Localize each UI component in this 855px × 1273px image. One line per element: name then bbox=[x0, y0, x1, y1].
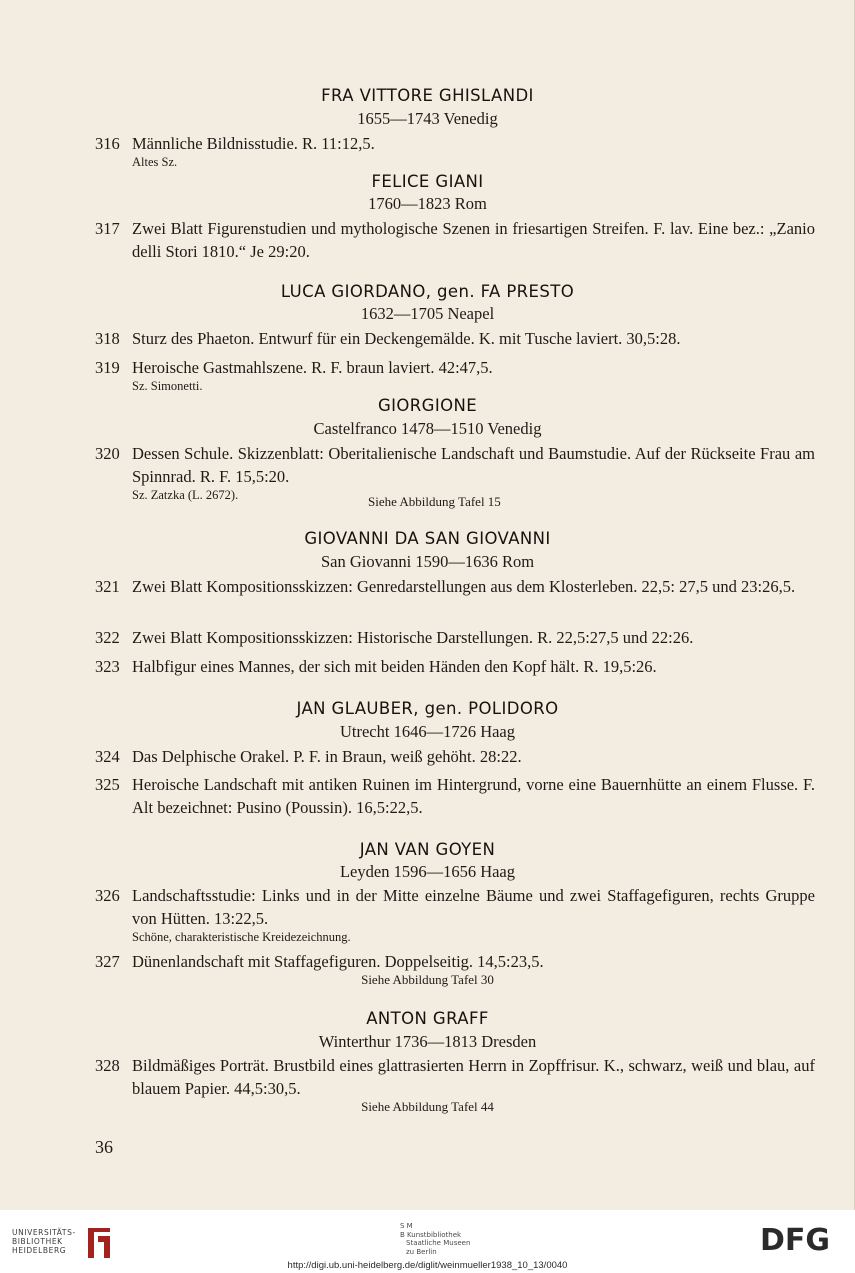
university-name-line: HEIDELBERG bbox=[12, 1246, 67, 1255]
artist-dates: Winterthur 1736—1813 Dresden bbox=[318, 1032, 537, 1051]
university-name-line: BIBLIOTHEK bbox=[12, 1237, 63, 1246]
museum-credit bbox=[400, 1222, 470, 1256]
lot-number: 327 bbox=[95, 952, 120, 971]
dfg-logo-text: DFG bbox=[760, 1224, 831, 1254]
page-number: 36 bbox=[95, 1137, 113, 1157]
museum-credit-line: B Kunstbibliothek bbox=[400, 1230, 462, 1239]
plate-reference: Siehe Abbildung Tafel 30 bbox=[361, 972, 494, 987]
lot-description: Bildmäßiges Porträt. Brustbild eines glattrasierten Herrn in Zopffrisur. K., schwarz, weiß und blau, auf blauem Papier. 44,5:30,5. bbox=[132, 1056, 815, 1098]
provenance-note: Altes Sz. bbox=[132, 155, 178, 169]
provenance-note: Schöne, charakteristische Kreidezeichnung. bbox=[132, 930, 351, 944]
catalogue-entry bbox=[95, 217, 815, 263]
lot-number: 324 bbox=[95, 747, 120, 766]
lot-description: Das Delphische Orakel. P. F. in Braun, weiß gehöht. 28:22. bbox=[132, 747, 522, 766]
plate-reference: Siehe Abbildung Tafel 15 bbox=[368, 494, 501, 509]
lot-description: Dessen Schule. Skizzenblatt: Oberitalienische Landschaft und Baumstudie. Auf der Rückseite Frau am Spinnrad. R. F. 15,5:20. bbox=[132, 444, 815, 486]
artist-heading: FRA VITTORE GHISLANDI bbox=[321, 86, 534, 105]
catalogue-entry bbox=[95, 1054, 815, 1100]
lot-description: Dünenlandschaft mit Staffagefiguren. Doppelseitig. 14,5:23,5. bbox=[132, 952, 544, 971]
catalogue-entry bbox=[95, 773, 815, 819]
museum-credit-line: S M bbox=[400, 1222, 413, 1230]
artist-dates: Utrecht 1646—1726 Haag bbox=[339, 722, 516, 741]
artist-heading: ANTON GRAFF bbox=[366, 1009, 489, 1028]
artist-heading: FELICE GIANI bbox=[371, 172, 484, 191]
catalogue-entry bbox=[95, 442, 815, 488]
museum-credit-line: zu Berlin bbox=[406, 1247, 437, 1256]
lot-description: Heroische Landschaft mit antiken Ruinen im Hintergrund, vorne eine Bauernhütte an einem Flusse. F. Alt bezeichnet: Pusino (Poussin). 16,5:22,5. bbox=[132, 775, 815, 817]
catalogue-entry bbox=[95, 356, 815, 379]
viewer-footer bbox=[0, 1210, 855, 1273]
provenance-note: Sz. Zatzka (L. 2672). bbox=[132, 488, 239, 502]
lot-description: Landschaftsstudie: Links und in der Mitte einzelne Bäume und zwei Staffagefiguren, rechts Gruppe von Hütten. 13:22,5. bbox=[132, 886, 815, 928]
lot-number: 328 bbox=[95, 1056, 120, 1075]
lot-description: Heroische Gastmahlszene. R. F. braun laviert. 42:47,5. bbox=[132, 358, 493, 377]
artist-dates: 1655—1743 Venedig bbox=[357, 109, 498, 128]
artist-heading: LUCA GIORDANO, gen. FA PRESTO bbox=[280, 282, 575, 301]
catalogue-entry bbox=[95, 884, 815, 930]
university-library-logo[interactable] bbox=[12, 1224, 132, 1264]
lot-number: 319 bbox=[95, 358, 120, 377]
artist-heading: GIOVANNI DA SAN GIOVANNI bbox=[304, 529, 551, 548]
lot-description: Halbfigur eines Mannes, der sich mit beiden Händen den Kopf hält. R. 19,5:26. bbox=[132, 657, 657, 676]
catalogue-entry bbox=[95, 950, 815, 973]
lot-description: Sturz des Phaeton. Entwurf für ein Deckengemälde. K. mit Tusche laviert. 30,5:28. bbox=[132, 329, 681, 348]
artist-dates: 1632—1705 Neapel bbox=[360, 304, 495, 323]
catalogue-entry bbox=[95, 655, 815, 678]
artist-dates: San Giovanni 1590—1636 Rom bbox=[320, 552, 535, 571]
lot-number: 317 bbox=[95, 219, 120, 238]
lot-number: 321 bbox=[95, 577, 120, 596]
lot-description: Zwei Blatt Kompositionsskizzen: Historische Darstellungen. R. 22,5:27,5 und 22:26. bbox=[132, 628, 694, 647]
university-emblem-icon bbox=[84, 1224, 114, 1262]
lot-number: 318 bbox=[95, 329, 120, 348]
lot-description: Männliche Bildnisstudie. R. 11:12,5. bbox=[132, 134, 375, 153]
lot-description: Zwei Blatt Kompositionsskizzen: Genredarstellungen aus dem Klosterleben. 22,5: 27,5 und 23:26,5. bbox=[132, 577, 796, 596]
catalogue-entry bbox=[95, 327, 815, 350]
lot-number: 322 bbox=[95, 628, 120, 647]
catalogue-entry bbox=[95, 575, 815, 598]
artist-heading: JAN GLAUBER, gen. POLIDORO bbox=[296, 699, 559, 718]
lot-description: Zwei Blatt Figurenstudien und mythologische Szenen in friesartigen Streifen. F. lav. Eine bez.: „Zanio delli Stori 1810.“ Je 29:20. bbox=[132, 219, 815, 261]
artist-dates: Leyden 1596—1656 Haag bbox=[339, 862, 516, 881]
lot-number: 326 bbox=[95, 886, 120, 905]
lot-number: 316 bbox=[95, 134, 120, 153]
lot-number: 320 bbox=[95, 444, 120, 463]
university-name-line: UNIVERSITÄTS- bbox=[12, 1228, 76, 1237]
museum-credit-line: Staatliche Museen bbox=[406, 1239, 471, 1247]
provenance-note: Sz. Simonetti. bbox=[132, 379, 203, 393]
catalogue-entry bbox=[95, 745, 815, 768]
dfg-logo[interactable] bbox=[760, 1224, 844, 1254]
lot-number: 325 bbox=[95, 775, 120, 794]
artist-dates: 1760—1823 Rom bbox=[368, 194, 487, 213]
artist-heading: JAN VAN GOYEN bbox=[359, 840, 496, 859]
artist-dates: Castelfranco 1478—1510 Venedig bbox=[313, 419, 542, 438]
artist-heading: GIORGIONE bbox=[377, 396, 478, 415]
plate-reference: Siehe Abbildung Tafel 44 bbox=[361, 1099, 494, 1114]
catalogue-entry bbox=[95, 626, 815, 649]
source-url-link[interactable]: http://digi.ub.uni-heidelberg.de/diglit/weinmueller1938_10_13/0040 bbox=[287, 1260, 568, 1271]
lot-number: 323 bbox=[95, 657, 120, 676]
catalogue-entry bbox=[95, 132, 815, 155]
